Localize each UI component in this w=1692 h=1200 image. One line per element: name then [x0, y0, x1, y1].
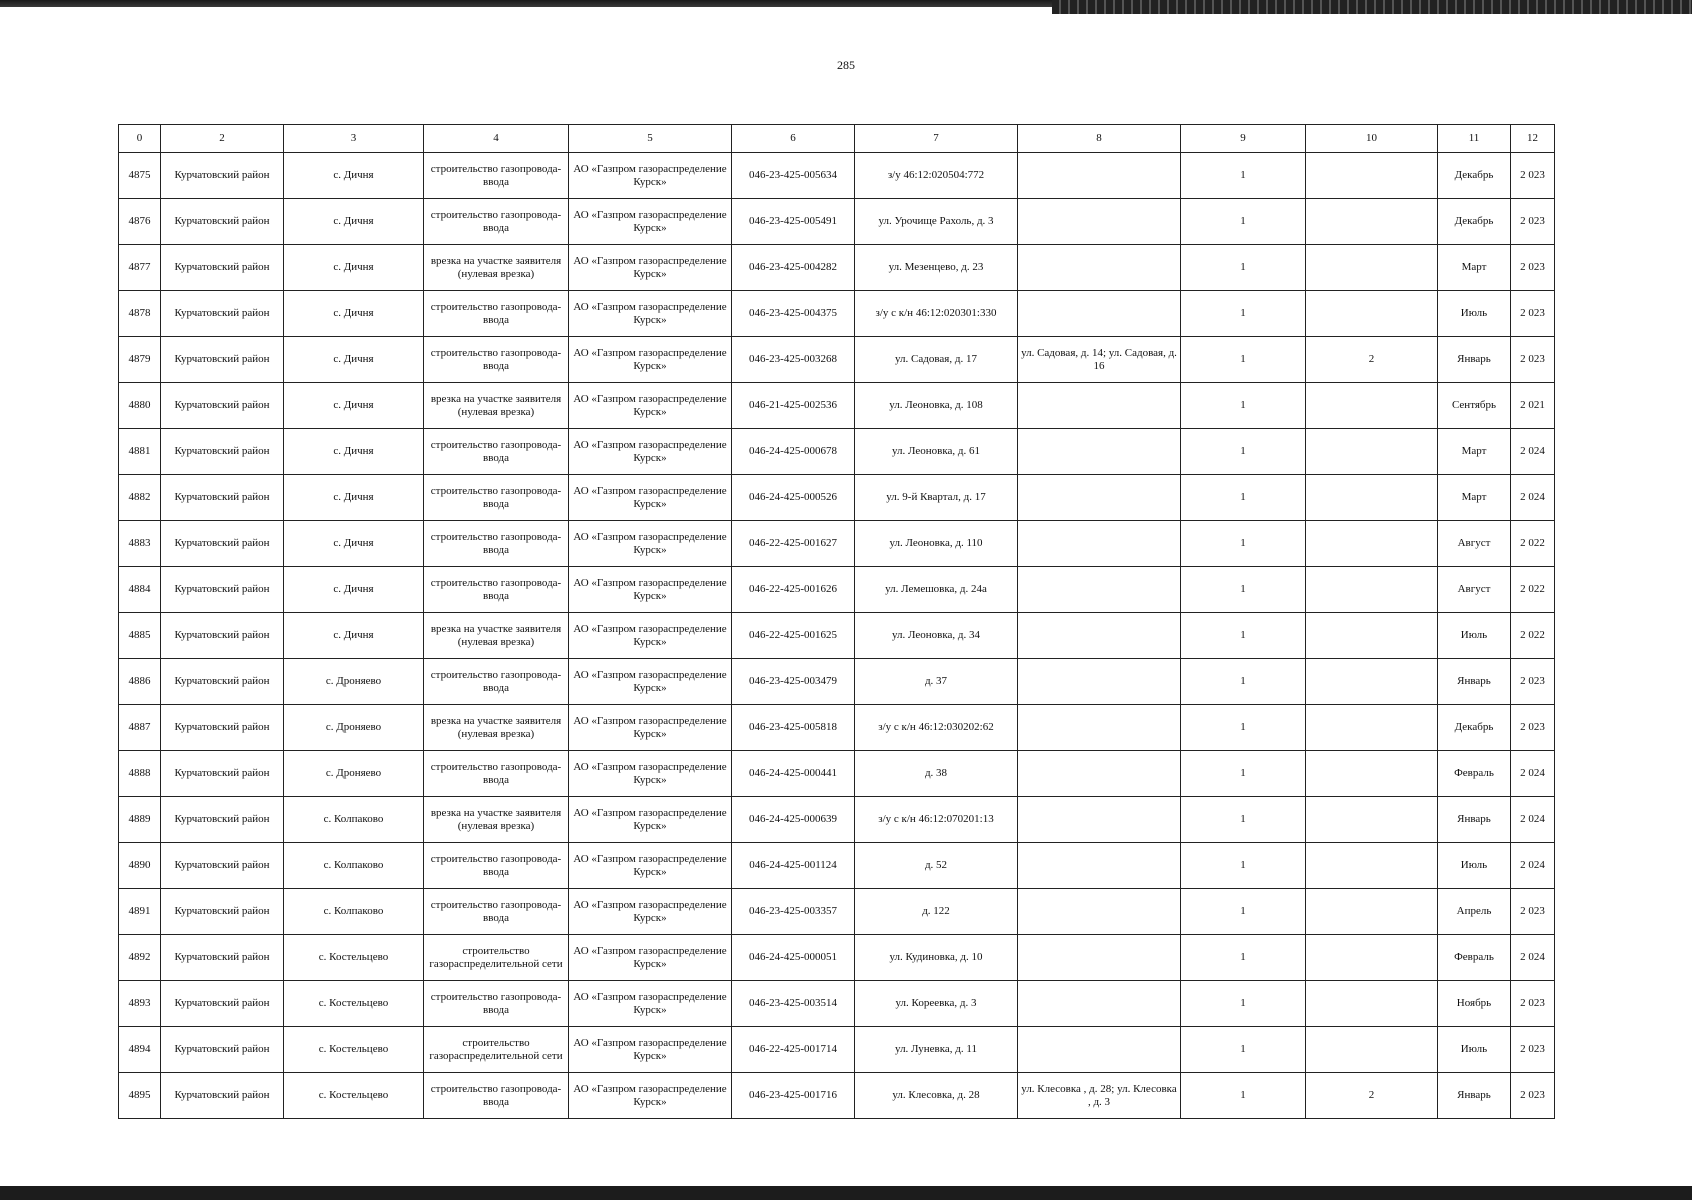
- cell-year: 2 023: [1511, 199, 1555, 245]
- cell-year: 2 024: [1511, 797, 1555, 843]
- cell-extra-count: [1306, 981, 1438, 1027]
- cell-application-number: 046-23-425-005491: [732, 199, 855, 245]
- cell-work-type: строительство газопровода-ввода: [424, 337, 569, 383]
- cell-work-type: строительство газопровода-ввода: [424, 843, 569, 889]
- cell-year: 2 023: [1511, 1073, 1555, 1119]
- column-header: 10: [1306, 125, 1438, 153]
- cell-work-type: врезка на участке заявителя (нулевая врезка): [424, 797, 569, 843]
- cell-work-type: врезка на участке заявителя (нулевая врезка): [424, 383, 569, 429]
- cell-extra-count: [1306, 567, 1438, 613]
- cell-organization: АО «Газпром газораспределение Курск»: [569, 1027, 732, 1073]
- cell-organization: АО «Газпром газораспределение Курск»: [569, 935, 732, 981]
- cell-row-number: 4887: [119, 705, 161, 751]
- cell-address: ул. Клесовка, д. 28: [855, 1073, 1018, 1119]
- cell-year: 2 023: [1511, 337, 1555, 383]
- column-header: 8: [1018, 125, 1181, 153]
- cell-district: Курчатовский район: [161, 383, 284, 429]
- cell-row-number: 4895: [119, 1073, 161, 1119]
- cell-settlement: с. Колпаково: [284, 797, 424, 843]
- cell-extra-addresses: [1018, 475, 1181, 521]
- cell-organization: АО «Газпром газораспределение Курск»: [569, 521, 732, 567]
- cell-count: 1: [1181, 659, 1306, 705]
- cell-address: д. 37: [855, 659, 1018, 705]
- cell-row-number: 4893: [119, 981, 161, 1027]
- cell-extra-addresses: [1018, 291, 1181, 337]
- cell-extra-addresses: [1018, 659, 1181, 705]
- cell-month: Декабрь: [1438, 153, 1511, 199]
- cell-count: 1: [1181, 981, 1306, 1027]
- cell-settlement: с. Дичня: [284, 383, 424, 429]
- cell-work-type: строительство газопровода-ввода: [424, 199, 569, 245]
- cell-year: 2 023: [1511, 889, 1555, 935]
- cell-organization: АО «Газпром газораспределение Курск»: [569, 153, 732, 199]
- cell-month: Ноябрь: [1438, 981, 1511, 1027]
- cell-work-type: строительство газопровода-ввода: [424, 659, 569, 705]
- cell-settlement: с. Костельцево: [284, 935, 424, 981]
- table-row: [119, 659, 1555, 705]
- cell-application-number: 046-23-425-001716: [732, 1073, 855, 1119]
- cell-district: Курчатовский район: [161, 521, 284, 567]
- cell-extra-count: [1306, 291, 1438, 337]
- table-row: [119, 889, 1555, 935]
- cell-month: Декабрь: [1438, 199, 1511, 245]
- cell-district: Курчатовский район: [161, 705, 284, 751]
- cell-extra-count: [1306, 751, 1438, 797]
- cell-month: Сентябрь: [1438, 383, 1511, 429]
- cell-application-number: 046-23-425-004375: [732, 291, 855, 337]
- cell-settlement: с. Дичня: [284, 153, 424, 199]
- cell-year: 2 021: [1511, 383, 1555, 429]
- cell-work-type: врезка на участке заявителя (нулевая врезка): [424, 705, 569, 751]
- cell-month: Март: [1438, 429, 1511, 475]
- cell-extra-count: [1306, 935, 1438, 981]
- cell-work-type: строительство газораспределительной сети: [424, 1027, 569, 1073]
- cell-organization: АО «Газпром газораспределение Курск»: [569, 751, 732, 797]
- cell-year: 2 023: [1511, 981, 1555, 1027]
- cell-district: Курчатовский район: [161, 1073, 284, 1119]
- table-row: [119, 475, 1555, 521]
- cell-organization: АО «Газпром газораспределение Курск»: [569, 1073, 732, 1119]
- cell-organization: АО «Газпром газораспределение Курск»: [569, 797, 732, 843]
- table-row: [119, 981, 1555, 1027]
- cell-address: д. 52: [855, 843, 1018, 889]
- cell-month: Июль: [1438, 843, 1511, 889]
- cell-address: ул. Кореевка, д. 3: [855, 981, 1018, 1027]
- cell-count: 1: [1181, 245, 1306, 291]
- cell-district: Курчатовский район: [161, 475, 284, 521]
- table-row: [119, 245, 1555, 291]
- cell-address: ул. Мезенцево, д. 23: [855, 245, 1018, 291]
- table-row: [119, 705, 1555, 751]
- cell-row-number: 4889: [119, 797, 161, 843]
- cell-count: 1: [1181, 567, 1306, 613]
- cell-extra-addresses: [1018, 521, 1181, 567]
- table-row: [119, 843, 1555, 889]
- cell-settlement: с. Дроняево: [284, 705, 424, 751]
- cell-month: Февраль: [1438, 751, 1511, 797]
- cell-district: Курчатовский район: [161, 199, 284, 245]
- cell-organization: АО «Газпром газораспределение Курск»: [569, 659, 732, 705]
- cell-organization: АО «Газпром газораспределение Курск»: [569, 889, 732, 935]
- cell-district: Курчатовский район: [161, 429, 284, 475]
- cell-count: 1: [1181, 613, 1306, 659]
- cell-address: ул. Урочище Рахоль, д. 3: [855, 199, 1018, 245]
- cell-district: Курчатовский район: [161, 889, 284, 935]
- cell-extra-count: [1306, 153, 1438, 199]
- cell-district: Курчатовский район: [161, 659, 284, 705]
- cell-district: Курчатовский район: [161, 245, 284, 291]
- table-row: [119, 1027, 1555, 1073]
- cell-extra-addresses: [1018, 245, 1181, 291]
- table-row: [119, 199, 1555, 245]
- column-header: 3: [284, 125, 424, 153]
- cell-address: з/у с к/н 46:12:020301:330: [855, 291, 1018, 337]
- cell-application-number: 046-23-425-003357: [732, 889, 855, 935]
- scan-border-bottom: [0, 1186, 1692, 1200]
- cell-extra-addresses: [1018, 383, 1181, 429]
- cell-extra-addresses: [1018, 843, 1181, 889]
- table-row: [119, 797, 1555, 843]
- cell-application-number: 046-23-425-005818: [732, 705, 855, 751]
- cell-work-type: строительство газопровода-ввода: [424, 153, 569, 199]
- cell-extra-addresses: [1018, 613, 1181, 659]
- cell-month: Июль: [1438, 613, 1511, 659]
- cell-year: 2 024: [1511, 843, 1555, 889]
- cell-month: Январь: [1438, 337, 1511, 383]
- cell-settlement: с. Дичня: [284, 245, 424, 291]
- table-row: [119, 613, 1555, 659]
- cell-settlement: с. Дичня: [284, 429, 424, 475]
- cell-year: 2 024: [1511, 751, 1555, 797]
- cell-count: 1: [1181, 751, 1306, 797]
- cell-address: ул. 9-й Квартал, д. 17: [855, 475, 1018, 521]
- cell-row-number: 4882: [119, 475, 161, 521]
- table-body: [119, 153, 1555, 1119]
- cell-work-type: строительство газопровода-ввода: [424, 981, 569, 1027]
- cell-year: 2 023: [1511, 291, 1555, 337]
- cell-application-number: 046-23-425-005634: [732, 153, 855, 199]
- cell-month: Январь: [1438, 659, 1511, 705]
- table-header-row: [119, 125, 1555, 153]
- cell-application-number: 046-24-425-000526: [732, 475, 855, 521]
- cell-count: 1: [1181, 291, 1306, 337]
- cell-settlement: с. Дроняево: [284, 659, 424, 705]
- cell-application-number: 046-22-425-001626: [732, 567, 855, 613]
- cell-extra-addresses: ул. Клесовка , д. 28; ул. Клесовка , д. 3: [1018, 1073, 1181, 1119]
- cell-month: Март: [1438, 245, 1511, 291]
- cell-month: Февраль: [1438, 935, 1511, 981]
- cell-work-type: врезка на участке заявителя (нулевая врезка): [424, 613, 569, 659]
- cell-row-number: 4879: [119, 337, 161, 383]
- column-header: 4: [424, 125, 569, 153]
- cell-row-number: 4886: [119, 659, 161, 705]
- cell-organization: АО «Газпром газораспределение Курск»: [569, 383, 732, 429]
- column-header: 2: [161, 125, 284, 153]
- cell-extra-count: [1306, 613, 1438, 659]
- cell-count: 1: [1181, 1073, 1306, 1119]
- cell-address: з/у с к/н 46:12:070201:13: [855, 797, 1018, 843]
- cell-count: 1: [1181, 843, 1306, 889]
- cell-address: ул. Леоновка, д. 61: [855, 429, 1018, 475]
- cell-extra-count: 2: [1306, 337, 1438, 383]
- cell-row-number: 4881: [119, 429, 161, 475]
- cell-extra-count: [1306, 245, 1438, 291]
- cell-district: Курчатовский район: [161, 567, 284, 613]
- cell-application-number: 046-23-425-004282: [732, 245, 855, 291]
- column-header: 6: [732, 125, 855, 153]
- cell-organization: АО «Газпром газораспределение Курск»: [569, 245, 732, 291]
- cell-application-number: 046-24-425-000051: [732, 935, 855, 981]
- cell-year: 2 022: [1511, 613, 1555, 659]
- cell-count: 1: [1181, 475, 1306, 521]
- cell-address: з/у с к/н 46:12:030202:62: [855, 705, 1018, 751]
- cell-extra-addresses: [1018, 705, 1181, 751]
- column-header: 12: [1511, 125, 1555, 153]
- cell-settlement: с. Дичня: [284, 521, 424, 567]
- cell-application-number: 046-24-425-001124: [732, 843, 855, 889]
- cell-organization: АО «Газпром газораспределение Курск»: [569, 981, 732, 1027]
- cell-extra-count: [1306, 843, 1438, 889]
- cell-settlement: с. Костельцево: [284, 981, 424, 1027]
- cell-extra-count: [1306, 889, 1438, 935]
- cell-organization: АО «Газпром газораспределение Курск»: [569, 337, 732, 383]
- cell-row-number: 4891: [119, 889, 161, 935]
- table-row: [119, 383, 1555, 429]
- column-header: 5: [569, 125, 732, 153]
- cell-settlement: с. Колпаково: [284, 889, 424, 935]
- cell-extra-addresses: [1018, 153, 1181, 199]
- table-row: [119, 1073, 1555, 1119]
- cell-month: Январь: [1438, 797, 1511, 843]
- cell-address: д. 38: [855, 751, 1018, 797]
- cell-organization: АО «Газпром газораспределение Курск»: [569, 291, 732, 337]
- cell-year: 2 023: [1511, 659, 1555, 705]
- cell-row-number: 4890: [119, 843, 161, 889]
- cell-extra-count: [1306, 1027, 1438, 1073]
- cell-district: Курчатовский район: [161, 1027, 284, 1073]
- cell-year: 2 023: [1511, 1027, 1555, 1073]
- cell-count: 1: [1181, 521, 1306, 567]
- cell-extra-count: [1306, 475, 1438, 521]
- column-header: 9: [1181, 125, 1306, 153]
- cell-count: 1: [1181, 383, 1306, 429]
- cell-year: 2 024: [1511, 475, 1555, 521]
- column-header: 11: [1438, 125, 1511, 153]
- cell-application-number: 046-24-425-000441: [732, 751, 855, 797]
- cell-application-number: 046-22-425-001714: [732, 1027, 855, 1073]
- cell-application-number: 046-23-425-003514: [732, 981, 855, 1027]
- cell-month: Декабрь: [1438, 705, 1511, 751]
- table-row: [119, 935, 1555, 981]
- cell-work-type: строительство газопровода-ввода: [424, 889, 569, 935]
- cell-work-type: строительство газопровода-ввода: [424, 475, 569, 521]
- cell-count: 1: [1181, 337, 1306, 383]
- cell-organization: АО «Газпром газораспределение Курск»: [569, 475, 732, 521]
- cell-organization: АО «Газпром газораспределение Курск»: [569, 567, 732, 613]
- cell-year: 2 022: [1511, 567, 1555, 613]
- cell-extra-addresses: [1018, 935, 1181, 981]
- cell-organization: АО «Газпром газораспределение Курск»: [569, 199, 732, 245]
- cell-year: 2 024: [1511, 429, 1555, 475]
- cell-organization: АО «Газпром газораспределение Курск»: [569, 843, 732, 889]
- page-number: 285: [837, 58, 855, 72]
- cell-organization: АО «Газпром газораспределение Курск»: [569, 613, 732, 659]
- cell-address: ул. Леоновка, д. 34: [855, 613, 1018, 659]
- cell-year: 2 022: [1511, 521, 1555, 567]
- cell-address: ул. Леоновка, д. 108: [855, 383, 1018, 429]
- column-header: 0: [119, 125, 161, 153]
- cell-extra-addresses: [1018, 429, 1181, 475]
- cell-address: д. 122: [855, 889, 1018, 935]
- cell-settlement: с. Дичня: [284, 613, 424, 659]
- cell-extra-addresses: [1018, 751, 1181, 797]
- cell-settlement: с. Дичня: [284, 567, 424, 613]
- cell-extra-addresses: ул. Садовая, д. 14; ул. Садовая, д. 16: [1018, 337, 1181, 383]
- cell-district: Курчатовский район: [161, 843, 284, 889]
- cell-work-type: строительство газопровода-ввода: [424, 1073, 569, 1119]
- table-row: [119, 291, 1555, 337]
- table-row: [119, 567, 1555, 613]
- cell-application-number: 046-22-425-001627: [732, 521, 855, 567]
- cell-settlement: с. Костельцево: [284, 1027, 424, 1073]
- cell-extra-addresses: [1018, 797, 1181, 843]
- cell-year: 2 023: [1511, 245, 1555, 291]
- cell-application-number: 046-24-425-000639: [732, 797, 855, 843]
- cell-month: Июль: [1438, 291, 1511, 337]
- cell-row-number: 4894: [119, 1027, 161, 1073]
- cell-month: Март: [1438, 475, 1511, 521]
- cell-year: 2 023: [1511, 705, 1555, 751]
- cell-extra-count: 2: [1306, 1073, 1438, 1119]
- cell-address: ул. Кудиновка, д. 10: [855, 935, 1018, 981]
- table-row: [119, 337, 1555, 383]
- cell-application-number: 046-23-425-003268: [732, 337, 855, 383]
- cell-settlement: с. Колпаково: [284, 843, 424, 889]
- cell-row-number: 4875: [119, 153, 161, 199]
- cell-application-number: 046-22-425-001625: [732, 613, 855, 659]
- cell-count: 1: [1181, 705, 1306, 751]
- cell-extra-count: [1306, 383, 1438, 429]
- cell-count: 1: [1181, 935, 1306, 981]
- cell-count: 1: [1181, 889, 1306, 935]
- cell-extra-addresses: [1018, 889, 1181, 935]
- table-row: [119, 751, 1555, 797]
- cell-month: Август: [1438, 521, 1511, 567]
- cell-district: Курчатовский район: [161, 935, 284, 981]
- cell-extra-count: [1306, 521, 1438, 567]
- cell-row-number: 4878: [119, 291, 161, 337]
- cell-count: 1: [1181, 153, 1306, 199]
- cell-row-number: 4880: [119, 383, 161, 429]
- cell-district: Курчатовский район: [161, 613, 284, 659]
- cell-application-number: 046-21-425-002536: [732, 383, 855, 429]
- cell-extra-addresses: [1018, 1027, 1181, 1073]
- cell-month: Июль: [1438, 1027, 1511, 1073]
- scan-noise-top: [1052, 0, 1692, 14]
- cell-row-number: 4892: [119, 935, 161, 981]
- cell-extra-count: [1306, 797, 1438, 843]
- table-row: [119, 521, 1555, 567]
- cell-address: ул. Леоновка, д. 110: [855, 521, 1018, 567]
- cell-district: Курчатовский район: [161, 981, 284, 1027]
- cell-count: 1: [1181, 199, 1306, 245]
- cell-work-type: строительство газораспределительной сети: [424, 935, 569, 981]
- cell-work-type: строительство газопровода-ввода: [424, 291, 569, 337]
- cell-year: 2 023: [1511, 153, 1555, 199]
- cell-extra-addresses: [1018, 567, 1181, 613]
- cell-address: ул. Лемешовка, д. 24а: [855, 567, 1018, 613]
- cell-settlement: с. Дичня: [284, 337, 424, 383]
- register-table: [118, 124, 1555, 1119]
- cell-district: Курчатовский район: [161, 751, 284, 797]
- table-row: [119, 153, 1555, 199]
- cell-organization: АО «Газпром газораспределение Курск»: [569, 705, 732, 751]
- cell-year: 2 024: [1511, 935, 1555, 981]
- cell-row-number: 4883: [119, 521, 161, 567]
- cell-month: Январь: [1438, 1073, 1511, 1119]
- cell-address: з/у 46:12:020504:772: [855, 153, 1018, 199]
- cell-extra-addresses: [1018, 199, 1181, 245]
- cell-work-type: строительство газопровода-ввода: [424, 429, 569, 475]
- cell-work-type: врезка на участке заявителя (нулевая врезка): [424, 245, 569, 291]
- cell-row-number: 4884: [119, 567, 161, 613]
- cell-settlement: с. Дичня: [284, 291, 424, 337]
- cell-extra-addresses: [1018, 981, 1181, 1027]
- cell-count: 1: [1181, 429, 1306, 475]
- cell-organization: АО «Газпром газораспределение Курск»: [569, 429, 732, 475]
- cell-settlement: с. Дроняево: [284, 751, 424, 797]
- cell-district: Курчатовский район: [161, 797, 284, 843]
- cell-extra-count: [1306, 659, 1438, 705]
- cell-application-number: 046-23-425-003479: [732, 659, 855, 705]
- cell-month: Август: [1438, 567, 1511, 613]
- cell-month: Апрель: [1438, 889, 1511, 935]
- cell-work-type: строительство газопровода-ввода: [424, 567, 569, 613]
- cell-row-number: 4877: [119, 245, 161, 291]
- table-row: [119, 429, 1555, 475]
- cell-row-number: 4888: [119, 751, 161, 797]
- cell-district: Курчатовский район: [161, 337, 284, 383]
- cell-extra-count: [1306, 199, 1438, 245]
- cell-settlement: с. Дичня: [284, 475, 424, 521]
- cell-district: Курчатовский район: [161, 291, 284, 337]
- cell-count: 1: [1181, 797, 1306, 843]
- cell-extra-count: [1306, 429, 1438, 475]
- cell-extra-count: [1306, 705, 1438, 751]
- cell-address: ул. Луневка, д. 11: [855, 1027, 1018, 1073]
- cell-work-type: строительство газопровода-ввода: [424, 521, 569, 567]
- column-header: 7: [855, 125, 1018, 153]
- cell-row-number: 4876: [119, 199, 161, 245]
- cell-district: Курчатовский район: [161, 153, 284, 199]
- cell-row-number: 4885: [119, 613, 161, 659]
- cell-settlement: с. Костельцево: [284, 1073, 424, 1119]
- cell-settlement: с. Дичня: [284, 199, 424, 245]
- cell-count: 1: [1181, 1027, 1306, 1073]
- cell-address: ул. Садовая, д. 17: [855, 337, 1018, 383]
- cell-application-number: 046-24-425-000678: [732, 429, 855, 475]
- cell-work-type: строительство газопровода-ввода: [424, 751, 569, 797]
